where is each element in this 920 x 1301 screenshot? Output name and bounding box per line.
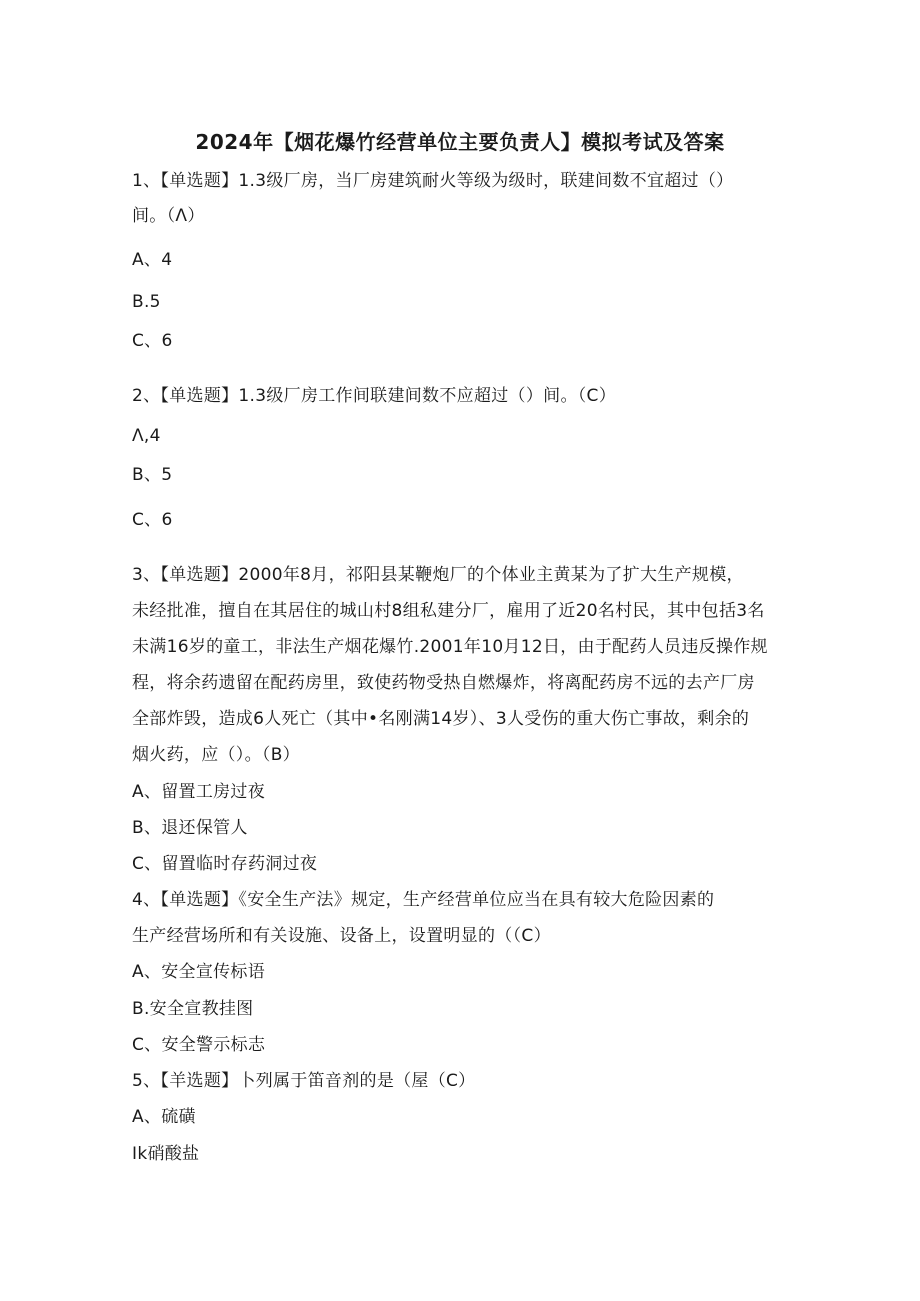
question-4-option-b: B.安全宣教挂图 — [132, 999, 254, 1019]
question-4-option-a: A、安全宣传标语 — [132, 962, 266, 982]
question-1-option-c: C、6 — [132, 331, 173, 351]
question-1-text-line-1: 1、【单选题】1.3级厂房，当厂房建筑耐火等级为级时，联建间数不宜超过（） — [132, 171, 734, 191]
question-3-option-b: B、退还保管人 — [132, 818, 248, 838]
question-1-text-line-2: 间。（Λ） — [132, 206, 205, 226]
question-1-option-b: B.5 — [132, 292, 161, 312]
question-3-text-line-3: 未满16岁的童工，非法生产烟花爆竹.2001年10月12日，由于配药人员违反操作规 — [132, 637, 768, 657]
question-4-text-line-1: 4、【单选题】《安全生产法》规定，生产经营单位应当在具有较大危险因素的 — [132, 890, 715, 910]
question-2-option-b: B、5 — [132, 465, 173, 485]
question-3-text-line-6: 烟火药，应（）。（B） — [132, 745, 300, 765]
question-4-option-c: C、安全警示标志 — [132, 1035, 266, 1055]
question-2-text-line-1: 2、【单选题】1.3级厂房工作间联建间数不应超过（）间。（C） — [132, 386, 617, 406]
question-2-option-a: Λ,4 — [132, 426, 161, 446]
question-5-option-a: A、硫磺 — [132, 1107, 196, 1127]
question-3-text-line-4: 程，将余药遗留在配药房里，致使药物受热自燃爆炸，将离配药房不远的去产厂房 — [132, 673, 755, 693]
question-3-text-line-5: 全部炸毁，造成6人死亡（其中•名刚满14岁）、3人受伤的重大伤亡事故，剩余的 — [132, 709, 750, 729]
question-3-option-a: A、留置工房过夜 — [132, 782, 266, 802]
question-1-option-a: A、4 — [132, 250, 173, 270]
question-5-text-line-1: 5、【羊选题】卜列属于笛音剂的是（屋（C） — [132, 1071, 476, 1091]
question-2-option-c: C、6 — [132, 510, 173, 530]
question-3-text-line-2: 未经批准，擅自在其居住的城山村8组私建分厂，雇用了近20名村民，其中包括3名 — [132, 601, 765, 621]
page-title: 2024年【烟花爆竹经营单位主要负责人】模拟考试及答案 — [195, 130, 725, 154]
question-4-text-line-2: 生产经营场所和有关设施、设备上，设置明显的（（C） — [132, 926, 551, 946]
question-3-option-c: C、留置临时存药洞过夜 — [132, 854, 318, 874]
question-3-text-line-1: 3、【单选题】2000年8月，祁阳县某鞭炮厂的个体业主黄某为了扩大生产规模， — [132, 565, 744, 585]
question-5-option-b: Ik硝酸盐 — [132, 1144, 200, 1164]
